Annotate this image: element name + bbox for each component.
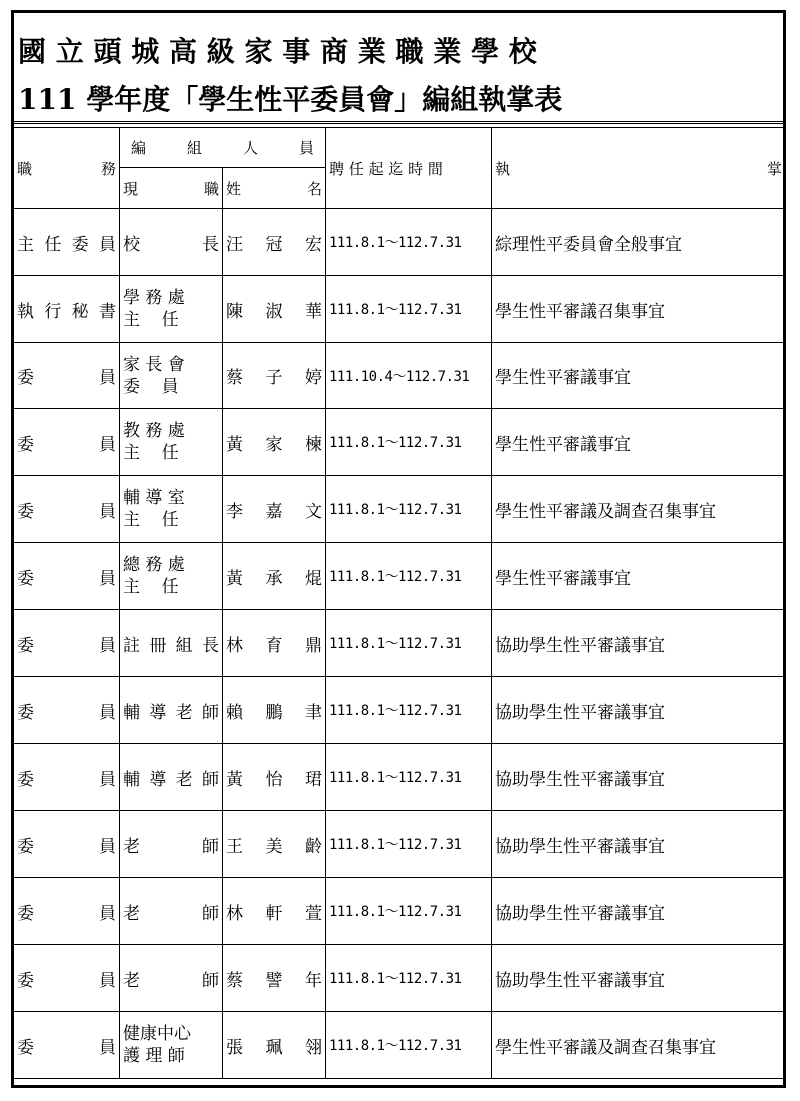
position-text [17, 966, 116, 991]
position-text-char: 員 [98, 234, 116, 255]
current-title-line: 護 理 師 [123, 1046, 185, 1066]
member-name-char: 蔡 [226, 970, 243, 991]
table-row [14, 276, 786, 343]
member-name-char: 承 [265, 568, 283, 589]
header-title-char: 現 [123, 179, 139, 198]
current-title-text-char: 冊 [149, 635, 167, 656]
current-title-text-char: 組 [175, 635, 193, 656]
duty-cell: 學生性平審議及調查召集事宜 [492, 1012, 786, 1079]
term-cell: 111.8.1～112.7.31 [326, 811, 492, 878]
table-row [14, 945, 786, 1012]
current-title-line: 健康中心 [123, 1024, 191, 1044]
position-text-char: 員 [99, 769, 116, 790]
position-text-char: 委 [17, 702, 34, 723]
member-name-char: 鵬 [265, 702, 283, 723]
position-text-char: 委 [17, 769, 34, 790]
term-cell: 111.8.1～112.7.31 [326, 878, 492, 945]
member-name-char: 齡 [305, 836, 322, 857]
member-name-char: 年 [305, 970, 322, 991]
member-name-char: 怡 [265, 769, 283, 790]
position-text-char: 委 [17, 568, 34, 589]
position-text-char: 委 [17, 903, 34, 924]
name-cell [223, 1012, 326, 1079]
name-cell [223, 476, 326, 543]
position-cell [14, 744, 120, 811]
position-text-char: 執 [17, 301, 34, 322]
member-name-char: 珺 [305, 769, 322, 790]
member-name-char: 林 [226, 903, 243, 924]
member-name-char: 譬 [265, 970, 283, 991]
current-title-text-char: 老 [175, 769, 193, 790]
position-text-char: 員 [99, 903, 116, 924]
position-text [17, 497, 116, 522]
name-cell [223, 744, 326, 811]
title-divider [11, 121, 786, 124]
position-text-char: 書 [98, 301, 116, 322]
current-title-text-char: 導 [149, 702, 167, 723]
current-title-text-char: 長 [202, 234, 219, 255]
header-position-char: 務 [100, 159, 116, 178]
position-text-char: 委 [17, 368, 34, 388]
position-cell [14, 1012, 120, 1079]
member-name-char: 嘉 [265, 501, 283, 522]
name-cell [223, 677, 326, 744]
member-name-char: 軒 [265, 903, 283, 924]
term-cell: 111.8.1～112.7.31 [326, 409, 492, 476]
table-row [14, 610, 786, 677]
position-cell [14, 610, 120, 677]
header-duty [492, 128, 786, 209]
term-cell: 111.10.4～112.7.31 [326, 343, 492, 409]
header-position [14, 128, 120, 209]
name-cell [223, 610, 326, 677]
member-name-char: 林 [226, 635, 243, 656]
name-cell [223, 409, 326, 476]
term-cell: 111.8.1～112.7.31 [326, 276, 492, 343]
position-text-char: 秘 [71, 301, 89, 322]
position-text [17, 297, 116, 322]
position-text [17, 899, 116, 924]
current-title-line: 學 務 處 [123, 288, 185, 308]
duty-cell: 協助學生性平審議事宜 [492, 811, 786, 878]
header-duty-char: 執 [495, 159, 511, 178]
member-name-char: 汪 [226, 234, 243, 255]
position-text-char: 員 [99, 368, 116, 388]
member-name-char: 聿 [305, 702, 322, 723]
member-name-char: 賴 [226, 702, 243, 723]
current-title-text [123, 631, 219, 656]
current-title-line: 主 任 [123, 577, 179, 597]
duty-cell: 綜理性平委員會全般事宜 [492, 209, 786, 276]
current-title-cell [120, 543, 223, 610]
position-text-char: 委 [17, 635, 34, 656]
duty-cell: 協助學生性平審議事宜 [492, 677, 786, 744]
member-name-char: 文 [305, 501, 322, 522]
member-name-char: 婷 [305, 368, 322, 388]
current-title-line: 主 任 [123, 310, 179, 330]
member-name [226, 966, 322, 991]
member-name-char: 王 [226, 836, 243, 857]
current-title-text-char: 老 [123, 970, 140, 991]
position-text-char: 員 [99, 434, 116, 455]
current-title-line: 委 員 [123, 376, 179, 397]
name-cell [223, 276, 326, 343]
position-cell [14, 409, 120, 476]
member-name [226, 765, 322, 790]
position-text-char: 員 [99, 702, 116, 723]
term-cell: 111.8.1～112.7.31 [326, 476, 492, 543]
member-name [226, 230, 322, 255]
position-text-char: 委 [17, 1037, 34, 1058]
position-text [17, 765, 116, 790]
current-title-text-char: 輔 [123, 769, 140, 790]
table-row [14, 209, 786, 276]
term-cell: 111.8.1～112.7.31 [326, 543, 492, 610]
current-title-cell [120, 811, 223, 878]
duty-cell: 學生性平審議召集事宜 [492, 276, 786, 343]
position-cell [14, 209, 120, 276]
current-title-cell [120, 945, 223, 1012]
header-term: 聘 任 起 迄 時 間 [326, 128, 492, 209]
header-name-char: 姓 [226, 179, 242, 198]
name-cell [223, 543, 326, 610]
table-row [14, 476, 786, 543]
member-name-char: 育 [265, 635, 283, 656]
header-group [120, 128, 326, 168]
table-row [14, 409, 786, 476]
position-text-char: 員 [99, 1037, 116, 1058]
position-text-char: 主 [17, 234, 34, 255]
current-title-line: 總 務 處 [123, 555, 185, 575]
member-name-char: 黃 [226, 434, 243, 455]
current-title-cell [120, 878, 223, 945]
table-row [14, 744, 786, 811]
name-cell [223, 343, 326, 409]
header-current-title [120, 168, 223, 209]
term-cell: 111.8.1～112.7.31 [326, 610, 492, 677]
table-row [14, 878, 786, 945]
position-cell [14, 677, 120, 744]
header-position-text [17, 158, 116, 179]
name-cell [223, 878, 326, 945]
current-title-text-char: 輔 [123, 702, 140, 723]
position-text-char: 行 [44, 301, 62, 322]
current-title-text-char: 校 [123, 234, 140, 255]
position-text [17, 363, 116, 388]
duty-cell: 學生性平審議事宜 [492, 343, 786, 409]
header-title-char: 職 [203, 179, 219, 198]
current-title-cell [120, 343, 223, 409]
current-title-cell [120, 1012, 223, 1079]
current-title-text [123, 230, 219, 255]
header-group-char: 員 [298, 139, 314, 157]
member-name-char: 萱 [305, 903, 322, 924]
member-name-char: 李 [226, 501, 243, 522]
header-duty-char: 掌 [766, 159, 782, 178]
current-title-text-char: 長 [201, 635, 219, 656]
member-name-char: 美 [265, 836, 283, 857]
current-title-text-char: 師 [202, 836, 219, 857]
header-group-char: 人 [242, 139, 258, 157]
current-title-text-char: 註 [123, 635, 140, 656]
table-title: 111 學年度「學生性平委員會」編組執掌表 [18, 83, 563, 116]
position-text-char: 員 [99, 970, 116, 991]
term-cell: 111.8.1～112.7.31 [326, 744, 492, 811]
current-title-text [123, 698, 219, 723]
member-name-char: 宏 [305, 234, 322, 255]
current-title-cell [120, 409, 223, 476]
duty-cell: 協助學生性平審議事宜 [492, 878, 786, 945]
member-name-char: 張 [226, 1037, 243, 1058]
member-name-char: 華 [305, 301, 322, 322]
current-title-line: 主 任 [123, 510, 179, 530]
header-group-char: 編 [131, 139, 147, 157]
position-text-char: 員 [99, 568, 116, 589]
member-name-char: 淑 [265, 301, 283, 322]
position-text [17, 230, 116, 255]
table-row [14, 811, 786, 878]
current-title-line: 輔 導 室 [123, 488, 185, 508]
current-title-cell [120, 276, 223, 343]
name-cell [223, 811, 326, 878]
duty-cell: 學生性平審議事宜 [492, 409, 786, 476]
header-group-char: 組 [186, 139, 202, 157]
term-cell: 111.8.1～112.7.31 [326, 1012, 492, 1079]
position-text [17, 631, 116, 656]
name-cell [223, 945, 326, 1012]
member-name-char: 楝 [305, 434, 322, 455]
member-name [226, 631, 322, 656]
position-text-char: 員 [99, 501, 116, 522]
duty-cell: 學生性平審議事宜 [492, 543, 786, 610]
term-cell: 111.8.1～112.7.31 [326, 209, 492, 276]
position-cell [14, 945, 120, 1012]
member-name-char: 黃 [226, 568, 243, 589]
school-title: 國 立 頭 城 高 級 家 事 商 業 職 業 學 校 [18, 35, 537, 68]
header-name [223, 168, 326, 209]
table-row [14, 1012, 786, 1079]
current-title-text-char: 老 [175, 702, 193, 723]
member-name-char: 蔡 [226, 368, 243, 388]
member-name [226, 1033, 322, 1058]
table-row [14, 543, 786, 610]
member-name [226, 564, 322, 589]
position-cell [14, 343, 120, 409]
committee-table [13, 127, 786, 1079]
position-cell [14, 476, 120, 543]
member-name [226, 297, 322, 322]
term-cell: 111.8.1～112.7.31 [326, 677, 492, 744]
member-name [226, 899, 322, 924]
current-title-text-char: 師 [201, 702, 219, 723]
member-name [226, 832, 322, 857]
current-title-cell [120, 209, 223, 276]
duty-cell: 學生性平審議及調查召集事宜 [492, 476, 786, 543]
current-title-cell [120, 610, 223, 677]
table-row [14, 677, 786, 744]
position-cell [14, 811, 120, 878]
current-title-line: 教 務 處 [123, 421, 185, 441]
current-title-text [123, 832, 219, 857]
position-cell [14, 878, 120, 945]
position-text-char: 委 [71, 234, 89, 255]
current-title-text-char: 師 [202, 903, 219, 924]
position-text-char: 委 [17, 501, 34, 522]
member-name-char: 家 [265, 434, 283, 455]
position-text-char: 委 [17, 970, 34, 991]
member-name-char: 冠 [265, 234, 283, 255]
position-text [17, 832, 116, 857]
position-cell [14, 276, 120, 343]
member-name-char: 焜 [305, 568, 322, 589]
current-title-cell [120, 476, 223, 543]
position-text [17, 430, 116, 455]
current-title-text-char: 老 [123, 836, 140, 857]
current-title-text [123, 899, 219, 924]
position-text [17, 698, 116, 723]
table-row [14, 343, 786, 409]
member-name-char: 黃 [226, 769, 243, 790]
term-cell: 111.8.1～112.7.31 [326, 945, 492, 1012]
header-name-char: 名 [306, 179, 322, 198]
member-name-char: 陳 [226, 301, 243, 322]
current-title-text-char: 老 [123, 903, 140, 924]
duty-cell: 協助學生性平審議事宜 [492, 610, 786, 677]
position-text-char: 任 [44, 234, 62, 255]
position-text [17, 1033, 116, 1058]
current-title-text [123, 966, 219, 991]
position-text-char: 委 [17, 434, 34, 455]
position-text-char: 委 [17, 836, 34, 857]
current-title-line: 主 任 [123, 443, 179, 463]
current-title-cell [120, 677, 223, 744]
current-title-text [123, 765, 219, 790]
member-name [226, 698, 322, 723]
member-name-char: 鼎 [305, 635, 322, 656]
position-text [17, 564, 116, 589]
current-title-line: 家 長 會 [123, 354, 185, 375]
member-name [226, 430, 322, 455]
position-text-char: 員 [99, 635, 116, 656]
current-title-text-char: 師 [201, 769, 219, 790]
current-title-cell [120, 744, 223, 811]
name-cell [223, 209, 326, 276]
current-title-text-char: 導 [149, 769, 167, 790]
member-name [226, 497, 322, 522]
position-text-char: 員 [99, 836, 116, 857]
member-name-char: 翎 [305, 1037, 322, 1058]
current-title-text-char: 師 [202, 970, 219, 991]
header-position-char: 職 [17, 159, 33, 178]
member-name-char: 珮 [265, 1037, 283, 1058]
member-name-char: 子 [265, 368, 283, 388]
member-name [226, 363, 322, 388]
position-cell [14, 543, 120, 610]
duty-cell: 協助學生性平審議事宜 [492, 744, 786, 811]
duty-cell: 協助學生性平審議事宜 [492, 945, 786, 1012]
